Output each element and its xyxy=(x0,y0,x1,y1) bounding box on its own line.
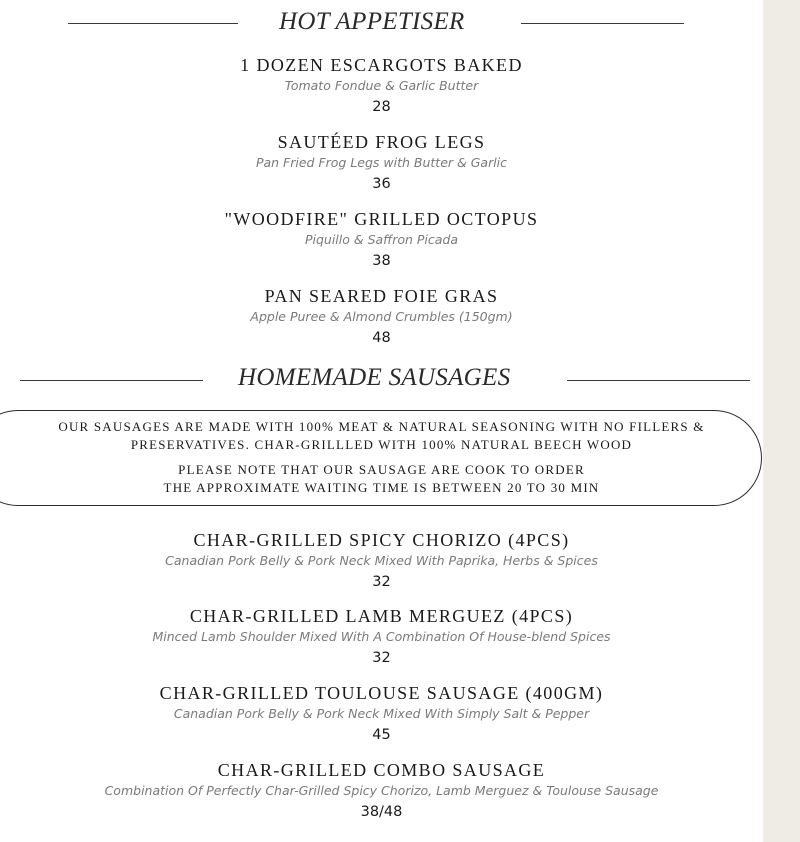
item-name: CHAR-GRILLED COMBO SAUSAGE xyxy=(217,760,546,780)
item-description: Apple Puree & Almond Crumbles (150gm) xyxy=(250,309,513,324)
menu-item xyxy=(0,131,763,194)
menu-item xyxy=(0,759,763,822)
menu-item xyxy=(0,285,763,348)
item-name: SAUTÉED FROG LEGS xyxy=(277,132,486,152)
item-description: Piquillo & Saffron Picada xyxy=(304,232,459,247)
menu-item xyxy=(0,54,763,117)
section-divider-left xyxy=(68,23,238,24)
item-description: Pan Fried Frog Legs with Butter & Garlic xyxy=(255,155,508,170)
menu-item xyxy=(0,208,763,271)
item-price: 38/48 xyxy=(360,804,403,820)
item-price: 45 xyxy=(372,727,391,743)
item-name: 1 DOZEN ESCARGOTS BAKED xyxy=(240,55,523,75)
page-edge-strip xyxy=(763,0,800,842)
notice-text: PRESERVATIVES. CHAR-GRILLLED WITH 100% NATURAL BEECH WOOD xyxy=(130,437,633,452)
notice-text: THE APPROXIMATE WAITING TIME IS BETWEEN 20 TO 30 MIN xyxy=(163,480,600,495)
notice-text: PLEASE NOTE THAT OUR SAUSAGE ARE COOK TO ORDER xyxy=(178,462,585,477)
item-description: Tomato Fondue & Garlic Butter xyxy=(284,78,479,93)
item-description: Combination Of Perfectly Char-Grilled Spicy Chorizo, Lamb Merguez & Toulouse Sausage xyxy=(104,783,659,798)
item-price: 32 xyxy=(372,574,391,590)
notice-text: OUR SAUSAGES ARE MADE WITH 100% MEAT & NATURAL SEASONING WITH NO FILLERS & xyxy=(58,419,705,434)
item-name: "WOODFIRE" GRILLED OCTOPUS xyxy=(224,209,539,229)
menu-item xyxy=(0,682,763,745)
item-price: 32 xyxy=(372,650,391,666)
item-name: CHAR-GRILLED LAMB MERGUEZ (4PCS) xyxy=(189,606,574,626)
section-divider-right xyxy=(521,23,684,24)
menu-item xyxy=(0,605,763,668)
item-name: CHAR-GRILLED TOULOUSE SAUSAGE (400GM) xyxy=(159,683,604,703)
item-description: Canadian Pork Belly & Pork Neck Mixed With Paprika, Herbs & Spices xyxy=(165,553,598,568)
item-description: Minced Lamb Shoulder Mixed With A Combination Of House-blend Spices xyxy=(152,629,611,644)
item-description: Canadian Pork Belly & Pork Neck Mixed With Simply Salt & Pepper xyxy=(173,706,590,721)
item-name: PAN SEARED FOIE GRAS xyxy=(264,286,499,306)
item-name: CHAR-GRILLED SPICY CHORIZO (4PCS) xyxy=(193,530,570,550)
section-divider-left xyxy=(20,380,203,381)
section-title-homemade-sausages: HOMEMADE SAUSAGES xyxy=(238,364,511,391)
item-price: 36 xyxy=(372,176,391,192)
item-price: 28 xyxy=(372,99,391,115)
section-divider-right xyxy=(567,380,750,381)
section-title-hot-appetiser: HOT APPETISER xyxy=(279,8,465,35)
item-price: 48 xyxy=(372,330,391,346)
item-price: 38 xyxy=(372,253,391,269)
menu-item xyxy=(0,529,763,592)
